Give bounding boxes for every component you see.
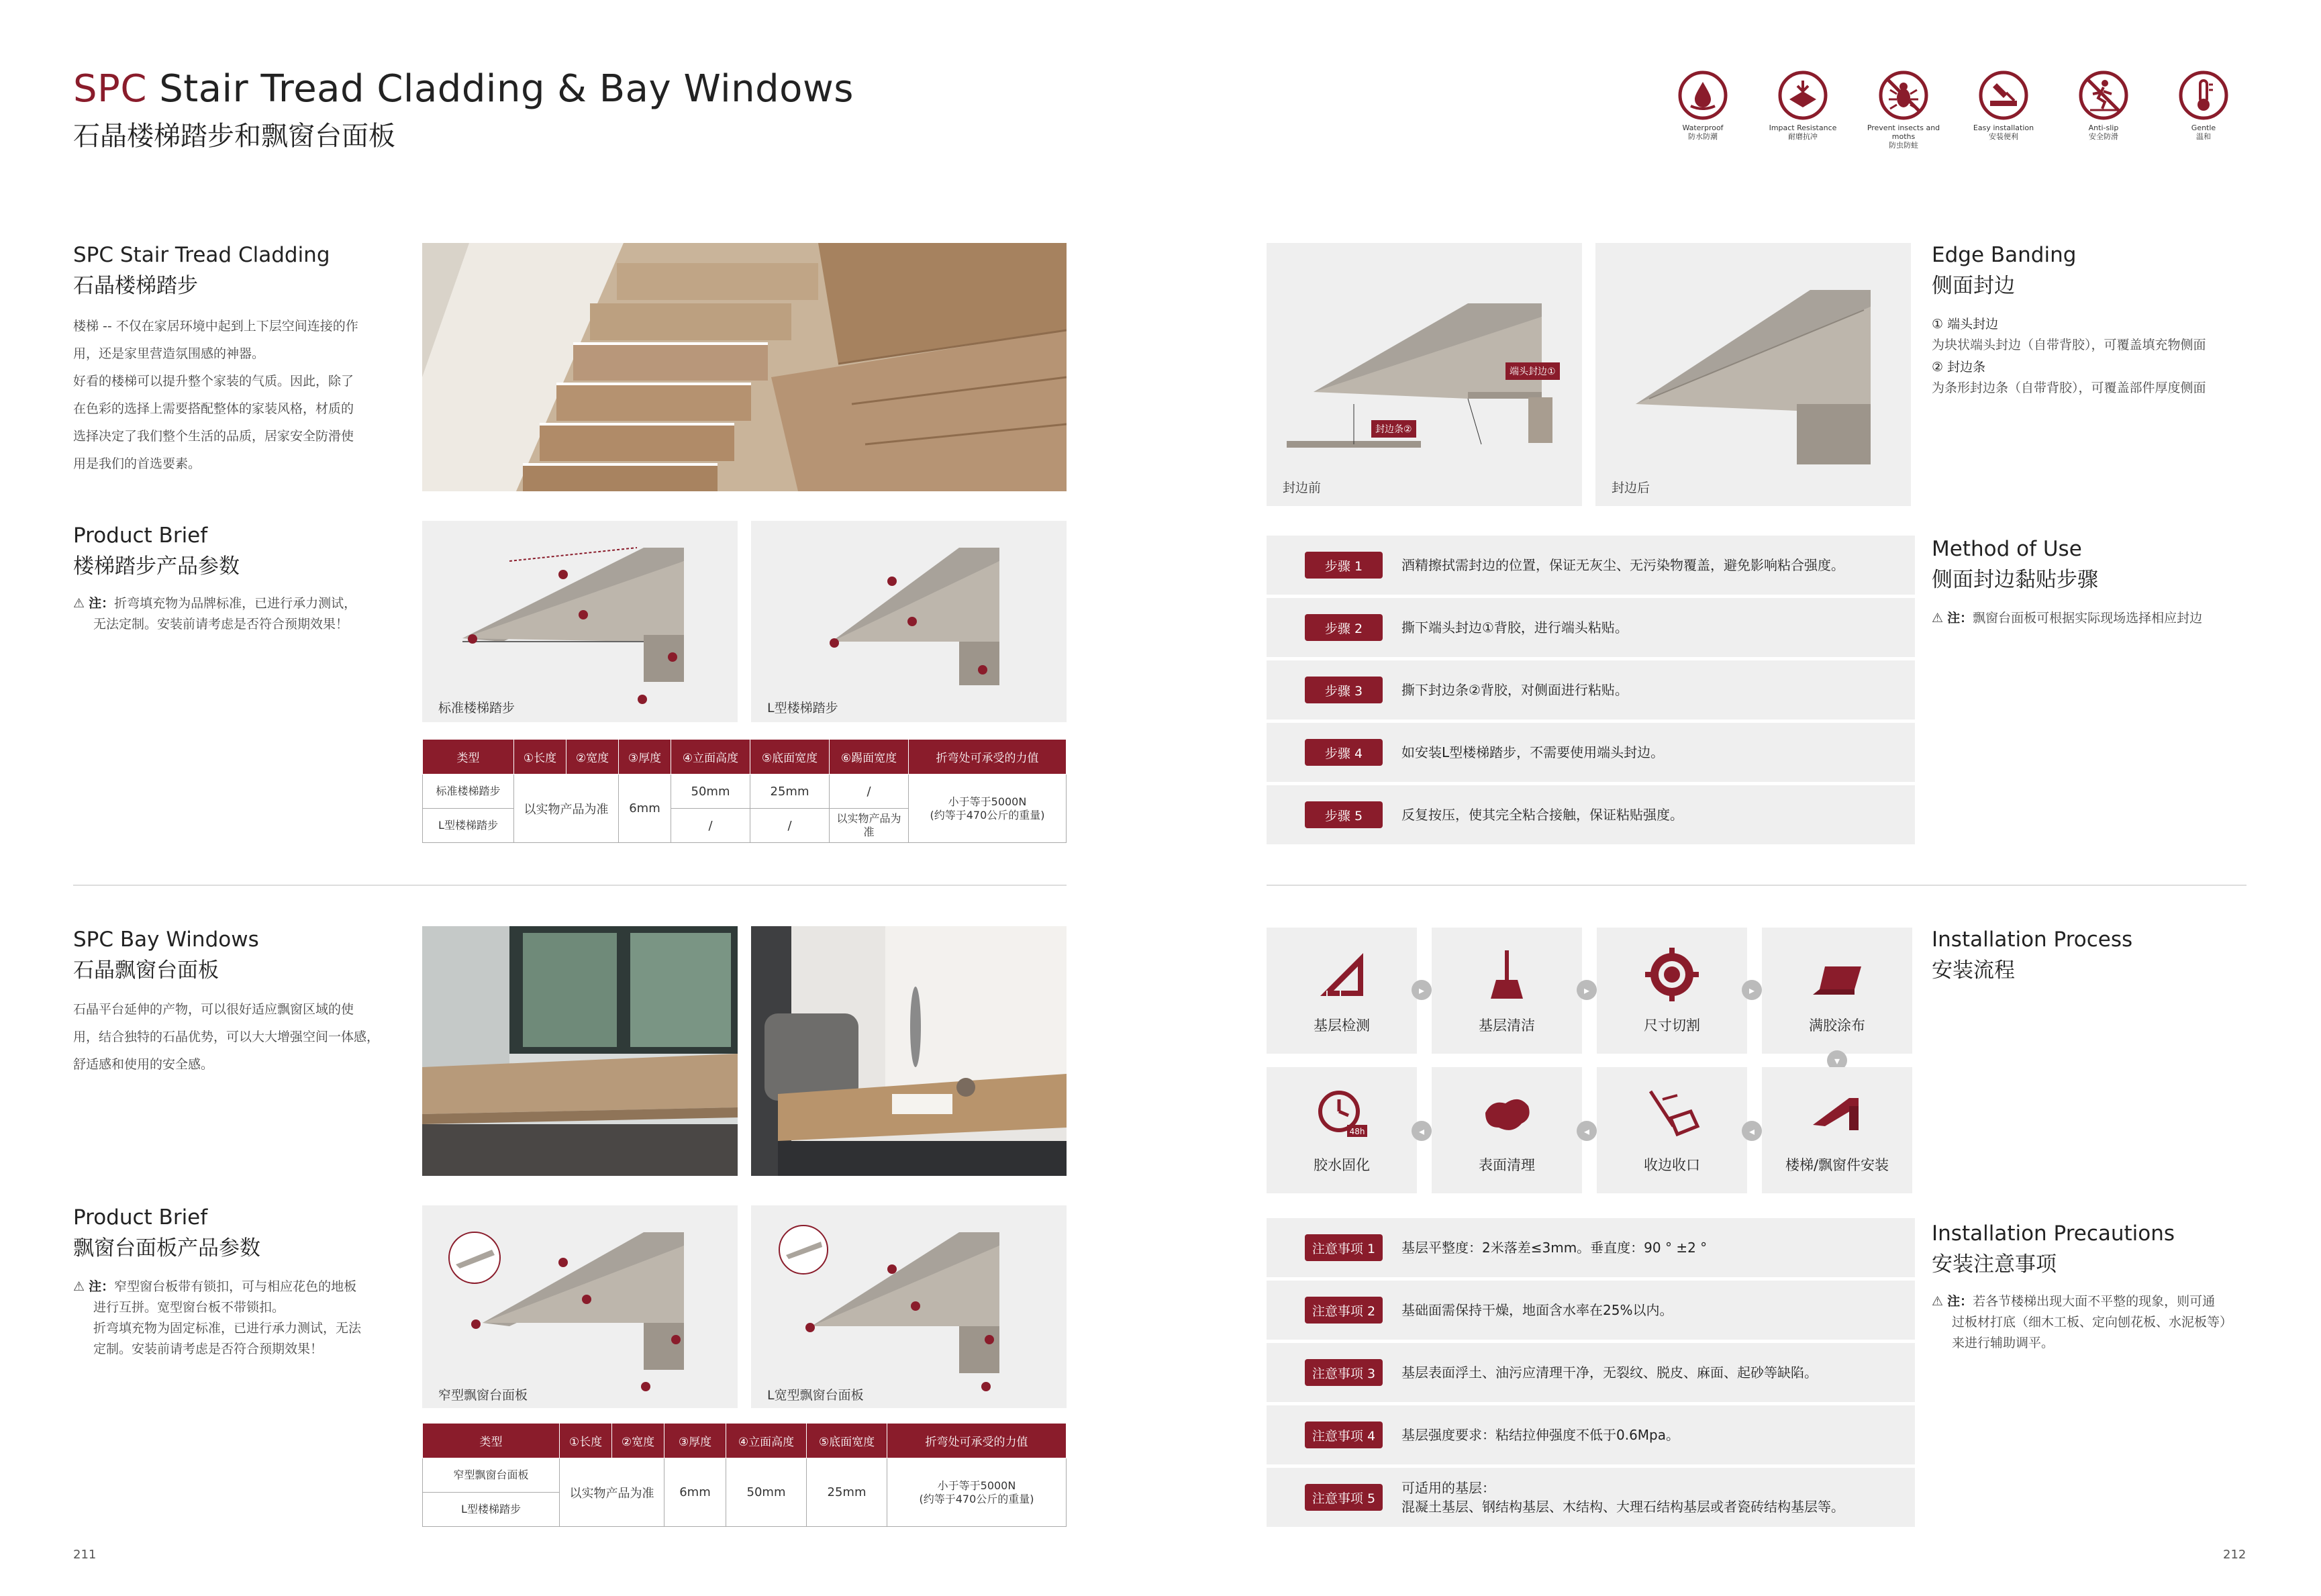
col-header: ①长度 (514, 740, 566, 775)
edge-after-panel (1595, 243, 1911, 506)
para-line: 舒适感和使用的安全感。 (73, 1057, 214, 1072)
note-line: 窄型窗台板带有锁扣，可与相应花色的地板 (114, 1279, 357, 1294)
bay-spec-table (422, 1423, 1067, 1527)
step-text: 撕下封边条②背胶，对侧面进行粘贴。 (1401, 682, 1628, 698)
cell: 以实物产品为准 (514, 775, 619, 843)
process-step (1267, 928, 1417, 1054)
step-text: 如安装L型楼梯踏步，不需要使用端头封边。 (1401, 744, 1665, 760)
edge-heading (1932, 243, 2076, 299)
page-header (73, 67, 854, 153)
precaution-row (1267, 1343, 1915, 1402)
table-row (423, 1458, 1067, 1493)
arrow-left-icon: ◂ (1742, 1121, 1762, 1141)
note-text: 飘窗台面板可根据实际现场选择相应封边 (1973, 611, 2203, 626)
cell: L型楼梯踏步 (423, 1493, 560, 1527)
feature-zh: 耐磨抗冲 (1788, 132, 1818, 141)
brief1-title-zh: 楼梯踏步产品参数 (73, 554, 240, 579)
brief1-title-en: Product Brief (73, 523, 208, 548)
edge-items (1932, 314, 2308, 399)
method-title-en: Method of Use (1932, 537, 2082, 561)
col-header: 折弯处可承受的力值 (909, 740, 1067, 775)
col-header: ②宽度 (566, 740, 619, 775)
page-title (73, 67, 854, 111)
para-line: 用，结合独特的石晶优势，可以大大增强空间一体感， (73, 1030, 380, 1044)
section-divider (1267, 885, 2246, 886)
diagram-narrow-bay (422, 1205, 738, 1408)
cell-force (909, 775, 1067, 843)
bay-photo-2 (751, 926, 1067, 1176)
col-header: ③厚度 (664, 1424, 726, 1458)
process-step (1432, 928, 1582, 1054)
cell: 6mm (619, 775, 671, 843)
force-line: 小于等于5000N (948, 795, 1027, 808)
cell: / (671, 809, 750, 843)
process-step (1267, 1067, 1417, 1193)
cell: L型楼梯踏步 (423, 809, 514, 843)
diagram-standard-tread (422, 521, 738, 722)
precautions-title-en: Installation Precautions (1932, 1221, 2175, 1246)
edge-before-caption: 封边前 (1283, 481, 1322, 495)
stair-heading (73, 243, 330, 299)
feature-impact (1766, 70, 1840, 141)
impact-resistance-icon (1777, 70, 1828, 121)
note-label: 注： (89, 596, 115, 611)
edge-after-caption: 封边后 (1612, 481, 1650, 495)
cell: 25mm (750, 775, 830, 809)
cleaning-cloth-icon (1479, 1086, 1535, 1142)
feature-zh: 防虫防蛀 (1889, 141, 1918, 150)
brief1-note (73, 593, 422, 635)
edge-before-panel (1267, 243, 1582, 506)
process-step (1432, 1067, 1582, 1193)
feature-en: Prevent insects and moths (1867, 123, 1940, 141)
clock-badge: 48h (1349, 1127, 1365, 1136)
precaution-line: 可适用的基层： (1401, 1480, 1495, 1496)
precaution-row (1267, 1281, 1915, 1340)
process-step (1762, 1067, 1912, 1193)
table-header-row (423, 1424, 1067, 1458)
cell: 窄型飘窗台面板 (423, 1458, 560, 1493)
precaution-badge: 注意事项 5 (1305, 1484, 1383, 1511)
precaution-text: 基层表面浮土、油污应清理干净，无裂纹、脱皮、麻面、起砂等缺陷。 (1401, 1364, 1818, 1381)
feature-waterproof (1666, 70, 1740, 141)
note-line: 来进行辅助调平。 (1952, 1336, 2055, 1350)
step-row (1267, 785, 1915, 844)
col-header: 折弯处可承受的力值 (887, 1424, 1067, 1458)
page-subtitle: 石晶楼梯踏步和飘窗台面板 (73, 121, 395, 152)
title-rest: Stair Tread Cladding & Bay Windows (159, 67, 854, 111)
diagram-caption: 窄型飘窗台面板 (438, 1388, 528, 1403)
clock-48h-icon (1314, 1086, 1370, 1142)
para-line: 选择决定了我们整个生活的品质，居家安全防滑使 (73, 429, 354, 444)
cell: / (750, 809, 830, 843)
step-row (1267, 660, 1915, 719)
method-note (1932, 608, 2308, 629)
step-badge: 步骤 2 (1305, 614, 1383, 641)
edge-title-en: Edge Banding (1932, 243, 2077, 267)
precautions-heading (1932, 1221, 2175, 1277)
arrow-left-icon: ◂ (1577, 1121, 1597, 1141)
stair-install-icon (1809, 1086, 1865, 1142)
brief1-heading (73, 523, 240, 579)
feature-en: Waterproof (1682, 123, 1724, 132)
saw-blade-icon (1644, 946, 1700, 1003)
edge-title-zh: 侧面封边 (1932, 274, 2015, 298)
warning-icon: ⚠ (73, 1279, 85, 1294)
diagram-caption: L宽型飘窗台面板 (767, 1388, 864, 1403)
process-label: 基层检测 (1314, 1017, 1370, 1034)
step-text: 酒精擦拭需封边的位置，保证无灰尘、无污染物覆盖，避免影响粘合强度。 (1401, 557, 1844, 573)
process-label: 尺寸切割 (1644, 1017, 1700, 1034)
warning-icon: ⚠ (1932, 611, 1944, 626)
step-text: 撕下端头封边①背胶，进行端头粘贴。 (1401, 619, 1628, 636)
para-line: 石晶平台延伸的产物，可以很好适应飘窗区域的使 (73, 1002, 354, 1017)
feature-zh: 防水防潮 (1688, 132, 1718, 141)
cell: 6mm (664, 1458, 726, 1527)
brief2-note (73, 1277, 422, 1360)
trim-finish-icon (1644, 1086, 1700, 1142)
precaution-badge: 注意事项 1 (1305, 1234, 1383, 1261)
feature-zh: 安全防滑 (2089, 132, 2118, 141)
precaution-text: 基层平整度：2米落差≤3mm。垂直度：90 ° ±2 ° (1401, 1240, 1708, 1256)
precaution-text (1401, 1479, 1844, 1516)
edge-item-title: ① 端头封边 (1932, 317, 1999, 332)
method-title-zh: 侧面封边黏贴步骤 (1932, 568, 2098, 592)
note-line: 若各节楼梯出现大面不平整的现象，则可通 (1973, 1294, 2216, 1309)
process-label: 收边收口 (1644, 1157, 1700, 1173)
install-heading (1932, 928, 2132, 983)
process-label: 满胶涂布 (1809, 1017, 1865, 1034)
process-label: 基层清洁 (1479, 1017, 1535, 1034)
cell-force (887, 1458, 1067, 1527)
arrow-right-icon: ▸ (1577, 980, 1597, 1000)
precaution-row (1267, 1218, 1915, 1277)
note-label: 注： (89, 1279, 115, 1294)
warning-icon: ⚠ (1932, 1294, 1944, 1309)
precaution-badge: 注意事项 2 (1305, 1297, 1383, 1324)
precaution-line: 混凝土基层、钢结构基层、木结构、大理石结构基层或者瓷砖结构基层等。 (1401, 1499, 1844, 1515)
section-divider (73, 885, 1067, 886)
feature-en: Gentle (2191, 123, 2216, 132)
note-line: 过板材打底（细木工板、定向刨花板、水泥板等） (1952, 1315, 2233, 1330)
cell: 50mm (726, 1458, 807, 1527)
diagram-l-tread (751, 521, 1067, 722)
step-row (1267, 723, 1915, 782)
para-line: 楼梯 -- 不仅在家居环境中起到上下层空间连接的作 (73, 319, 358, 334)
bay-heading (73, 928, 259, 983)
step-row (1267, 598, 1915, 657)
brief2-heading (73, 1205, 260, 1261)
install-title-zh: 安装流程 (1932, 958, 2015, 983)
feature-zh: 安装便利 (1989, 132, 2018, 141)
process-label: 楼梯/飘窗件安装 (1785, 1157, 1889, 1173)
title-accent: SPC (73, 67, 147, 111)
tag-end-cap: 端头封边① (1505, 362, 1560, 380)
broom-icon (1479, 946, 1535, 1003)
precautions-title-zh: 安装注意事项 (1932, 1252, 2057, 1277)
stair-title-en: SPC Stair Tread Cladding (73, 243, 330, 267)
arrow-right-icon: ▸ (1412, 980, 1432, 1000)
feature-en: Impact Resistance (1769, 123, 1837, 132)
col-header: ④立面高度 (671, 740, 750, 775)
force-line: (约等于470公斤的重量) (919, 1492, 1034, 1505)
process-step (1597, 928, 1747, 1054)
step-badge: 步骤 4 (1305, 739, 1383, 766)
cell: 50mm (671, 775, 750, 809)
col-header: 类型 (423, 1424, 560, 1458)
warning-icon: ⚠ (73, 596, 85, 611)
feature-gentle (2167, 70, 2240, 141)
cell: 以实物产品为准 (560, 1458, 664, 1527)
edge-item-title: ② 封边条 (1932, 360, 1986, 375)
feature-antislip (2067, 70, 2140, 141)
glue-spread-icon (1809, 946, 1865, 1003)
precaution-text: 基层强度要求：粘结拉伸强度不低于0.6Mpa。 (1401, 1427, 1680, 1443)
table-header-row (423, 740, 1067, 775)
page-number-left: 211 (73, 1548, 97, 1562)
cell: 以实物产品为准 (830, 809, 909, 843)
arrow-right-icon: ▸ (1742, 980, 1762, 1000)
process-label: 表面清理 (1479, 1157, 1535, 1173)
diagram-wide-bay (751, 1205, 1067, 1408)
precaution-badge: 注意事项 3 (1305, 1359, 1383, 1386)
bay-paragraph (73, 996, 422, 1079)
note-label: 注： (1947, 1294, 1973, 1309)
col-header: ⑥踢面宽度 (830, 740, 909, 775)
para-line: 用，还是家里营造氛围感的神器。 (73, 346, 265, 361)
diagram-caption: 标准楼梯踏步 (438, 701, 515, 715)
precaution-row (1267, 1468, 1915, 1527)
process-label: 胶水固化 (1314, 1157, 1370, 1173)
note-line: 进行互拼。宽型窗台板不带锁扣。 (93, 1300, 285, 1315)
precaution-row (1267, 1405, 1915, 1464)
col-header: ①长度 (560, 1424, 612, 1458)
feature-en: Easy installation (1973, 123, 2034, 132)
precaution-text: 基础面需保持干燥，地面含水率在25%以内。 (1401, 1302, 1673, 1318)
tag-edge-strip: 封边条② (1371, 420, 1416, 438)
feature-insect (1867, 70, 1940, 150)
feature-easy (1967, 70, 2040, 141)
feature-en: Anti-slip (2088, 123, 2119, 132)
precaution-badge: 注意事项 4 (1305, 1422, 1383, 1448)
cell: 标准楼梯踏步 (423, 775, 514, 809)
note-line: 折弯填充物为品牌标准，已进行承力测试， (114, 596, 357, 611)
para-line: 好看的楼梯可以提升整个家装的气质。因此，除了 (73, 374, 354, 389)
cell: 25mm (807, 1458, 887, 1527)
stair-photo (422, 243, 1067, 491)
step-badge: 步骤 5 (1305, 801, 1383, 828)
col-header: ⑤底面宽度 (750, 740, 830, 775)
method-heading (1932, 537, 2098, 593)
bay-photo-1 (422, 926, 738, 1176)
col-header: ②宽度 (612, 1424, 664, 1458)
col-header: 类型 (423, 740, 514, 775)
install-title-en: Installation Process (1932, 928, 2133, 952)
step-text: 反复按压，使其完全粘合接触，保证粘贴强度。 (1401, 807, 1683, 823)
stair-spec-table (422, 739, 1067, 843)
col-header: ③厚度 (619, 740, 671, 775)
anti-slip-icon (2078, 70, 2129, 121)
note-line: 无法定制。安装前请考虑是否符合预期效果！ (93, 617, 349, 632)
brief2-title-en: Product Brief (73, 1205, 208, 1230)
step-row (1267, 536, 1915, 595)
col-header: ④立面高度 (726, 1424, 807, 1458)
anti-insect-icon (1878, 70, 1929, 121)
process-step (1597, 1067, 1747, 1193)
easy-installation-icon (1978, 70, 2029, 121)
note-line: 定制。安装前请考虑是否符合预期效果！ (93, 1342, 324, 1356)
note-line: 折弯填充物为固定标准，已进行承力测试，无法 (93, 1321, 362, 1336)
diagram-caption: L型楼梯踏步 (767, 701, 838, 715)
step-badge: 步骤 3 (1305, 677, 1383, 703)
level-check-icon (1314, 946, 1370, 1003)
edge-item-desc: 为条形封边条（自带背胶），可覆盖部件厚度侧面 (1932, 381, 2206, 395)
stair-title-zh: 石晶楼梯踏步 (73, 274, 198, 298)
force-line: (约等于470公斤的重量) (930, 808, 1045, 821)
brief2-title-zh: 飘窗台面板产品参数 (73, 1236, 260, 1260)
bay-title-zh: 石晶飘窗台面板 (73, 958, 219, 983)
table-row (423, 775, 1067, 809)
page-number-right: 212 (2223, 1548, 2246, 1562)
gentle-icon (2178, 70, 2229, 121)
stair-paragraph (73, 313, 409, 478)
bay-title-en: SPC Bay Windows (73, 928, 259, 952)
step-badge: 步骤 1 (1305, 552, 1383, 579)
waterproof-icon (1677, 70, 1728, 121)
precautions-note (1932, 1291, 2281, 1354)
force-line: 小于等于5000N (937, 1479, 1016, 1492)
feature-zh: 温和 (2196, 132, 2211, 141)
para-line: 用是我们的首选要素。 (73, 456, 201, 471)
para-line: 在色彩的选择上需要搭配整体的家装风格，材质的 (73, 401, 354, 416)
process-step (1762, 928, 1912, 1054)
edge-item-desc: 为块状端头封边（自带背胶），可覆盖填充物侧面 (1932, 338, 2206, 352)
arrow-down-icon: ▾ (1827, 1050, 1847, 1070)
arrow-left-icon: ◂ (1412, 1121, 1432, 1141)
note-label: 注： (1947, 611, 1973, 626)
cell: / (830, 775, 909, 809)
col-header: ⑤底面宽度 (807, 1424, 887, 1458)
